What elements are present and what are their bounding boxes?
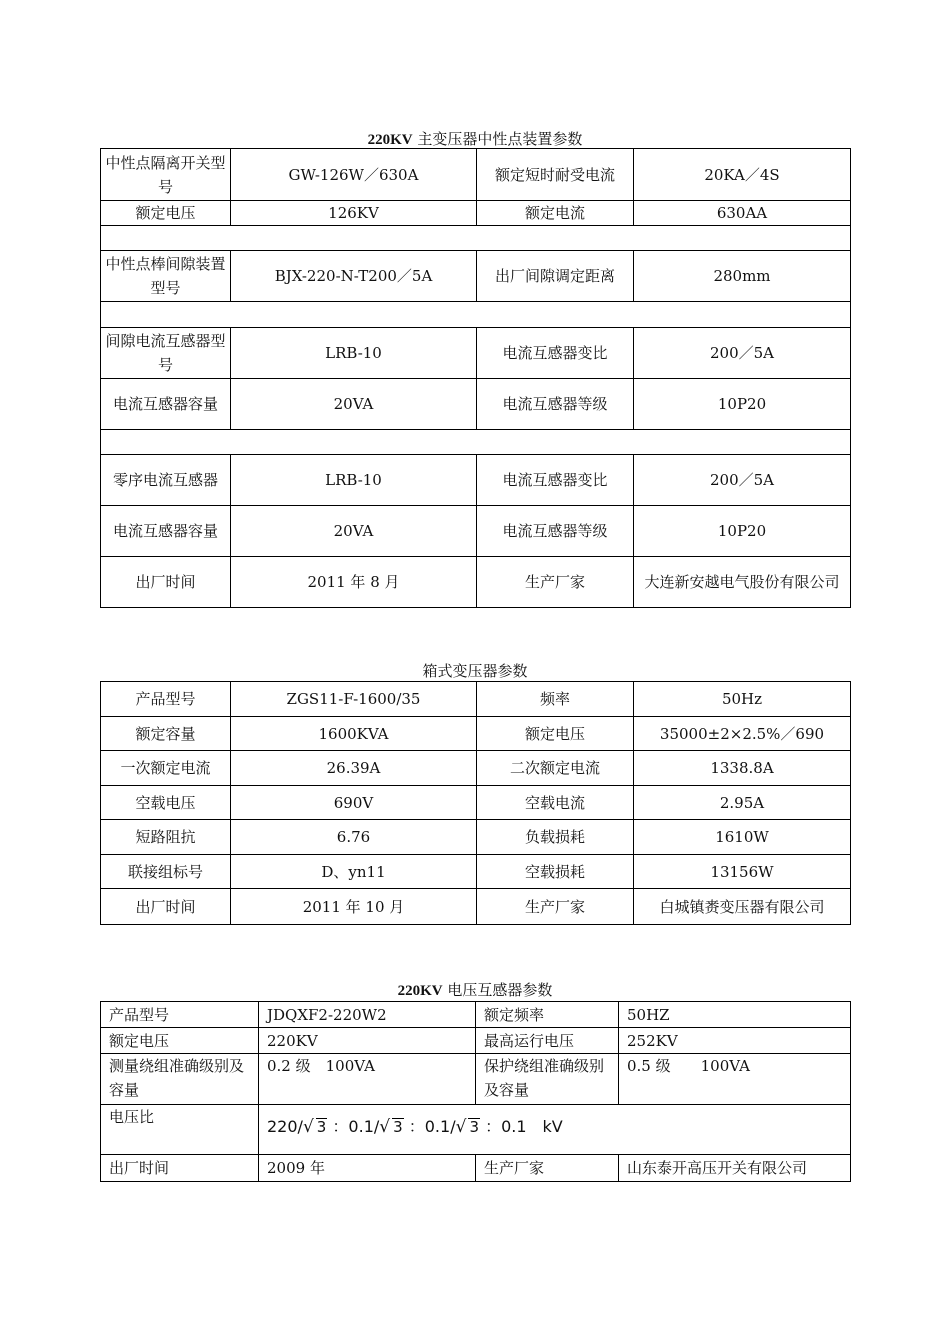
table-row: 额定电压 220KV 最高运行电压 252KV — [101, 1028, 851, 1054]
table2-title: 箱式变压器参数 — [422, 662, 528, 680]
table-row: 产品型号 ZGS11-F-1600/35 频率 50Hz — [101, 682, 851, 717]
voltage-ratio: 220/√ 3 ：0.1/√ 3 ：0.1/√ 3 ：0.1 kV — [259, 1105, 851, 1155]
table1-title: 220KV 主变压器中性点装置参数 — [367, 130, 583, 148]
table-row: 电流互感器容量 20VA 电流互感器等级 10P20 — [101, 506, 851, 557]
table-row: 短路阻抗 6.76 负载损耗 1610W — [101, 820, 851, 855]
table-row: 产品型号 JDQXF2-220W2 额定频率 50HZ — [101, 1002, 851, 1028]
table-row: 电压比 220/√ 3 ：0.1/√ 3 ：0.1/√ 3 ：0.1 kV — [101, 1105, 851, 1155]
table-row: 中性点棒间隙装置型号 BJX-220-N-T200／5A 出厂间隙调定距离 280mm — [101, 251, 851, 302]
table-row: 中性点隔离开关型号 GW-126W／630A 额定短时耐受电流 20KA／4S — [101, 149, 851, 201]
table-row: 一次额定电流 26.39A 二次额定电流 1338.8A — [101, 751, 851, 786]
table-row: 空载电压 690V 空载电流 2.95A — [101, 786, 851, 820]
spacer-row — [101, 302, 851, 328]
voltage-transformer-table — [100, 1001, 851, 1182]
table3-title: 220KV 电压互感器参数 — [397, 981, 553, 999]
table-row: 测量绕组准确级别及容量 0.2 级 100VA 保护绕组准确级别及容量 0.5 级 100VA — [101, 1054, 851, 1105]
table-row: 出厂时间 2011 年 10 月 生产厂家 白城镇赉变压器有限公司 — [101, 889, 851, 925]
table-row: 零序电流互感器 LRB-10 电流互感器变比 200／5A — [101, 455, 851, 506]
table-row: 电流互感器容量 20VA 电流互感器等级 10P20 — [101, 379, 851, 430]
table-row: 额定电压 126KV 额定电流 630AA — [101, 201, 851, 226]
neutral-device-table — [100, 148, 851, 608]
spacer-row — [101, 226, 851, 251]
spacer-row — [101, 430, 851, 455]
box-transformer-table — [100, 681, 851, 925]
table-row: 间隙电流互感器型号 LRB-10 电流互感器变比 200／5A — [101, 328, 851, 379]
table-row: 出厂时间 2009 年 生产厂家 山东泰开高压开关有限公司 — [101, 1155, 851, 1182]
table-row: 额定容量 1600KVA 额定电压 35000±2×2.5%／690 — [101, 717, 851, 751]
table-row: 联接组标号 D、yn11 空载损耗 13156W — [101, 855, 851, 889]
table-row: 出厂时间 2011 年 8 月 生产厂家 大连新安越电气股份有限公司 — [101, 557, 851, 608]
